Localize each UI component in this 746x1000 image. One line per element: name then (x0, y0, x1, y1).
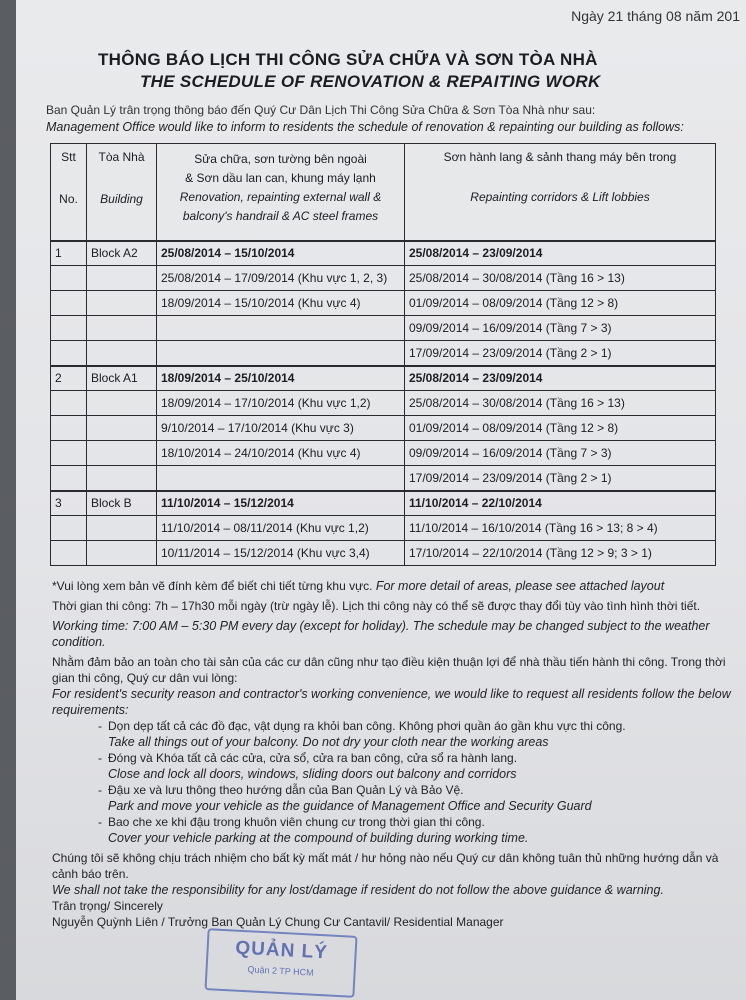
cell-external-schedule: 9/10/2014 – 17/10/2014 (Khu vực 3) (157, 416, 405, 441)
cell-internal-schedule: 17/09/2014 – 23/09/2014 (Tầng 2 > 1) (405, 341, 716, 366)
cell-external-schedule: 18/09/2014 – 15/10/2014 (Khu vực 4) (157, 291, 405, 316)
requirement-item: - Đóng và Khóa tất cả các cửa, cửa sổ, cửa ra ban công, cửa sổ ra hành lang. (98, 751, 518, 765)
table-row (51, 366, 716, 391)
table-row (51, 466, 716, 491)
requirement-en: Park and move your vehicle as the guidance of Management Office and Security Guard (108, 799, 592, 813)
table-row (51, 491, 716, 516)
requirement-vn: Đậu xe và lưu thông theo hướng dẫn của Ban Quản Lý và Bảo Vệ. (108, 783, 464, 797)
cell-building-name (87, 441, 157, 466)
cell-building-name (87, 266, 157, 291)
cell-block-no (51, 391, 87, 416)
cell-internal-schedule: 11/10/2014 – 22/10/2014 (405, 491, 716, 516)
cell-external-schedule: 11/10/2014 – 15/12/2014 (157, 491, 405, 516)
requirement-item (108, 798, 732, 814)
table-row (51, 316, 716, 341)
cell-internal-schedule: 25/08/2014 – 23/09/2014 (405, 366, 716, 391)
cell-internal-schedule: 11/10/2014 – 16/10/2014 (Tầng 16 > 13; 8 > 4) (405, 516, 716, 541)
intro-vietnamese: Ban Quản Lý trân trọng thông báo đến Quý Cư Dân Lịch Thi Công Sửa Chữa & Sơn Tòa Nhà như sau: (46, 103, 596, 117)
header-external-work (157, 144, 405, 241)
cell-building-name (87, 316, 157, 341)
closing-text: Trân trọng/ Sincerely (52, 899, 163, 913)
requirement-en: Close and lock all doors, windows, sliding doors out balcony and corridors (108, 767, 517, 781)
cell-external-schedule: 18/09/2014 – 25/10/2014 (157, 366, 405, 391)
header-building-label: Building (100, 192, 143, 206)
cell-building-name: Block B (87, 491, 157, 516)
cell-external-schedule (157, 466, 405, 491)
cell-block-no (51, 291, 87, 316)
security-intro-en: For resident's security reason and contractor's working convenience, we would like to request all residents follow the below requirements: (52, 687, 731, 717)
header-col3-en1: Renovation, repainting external wall & (179, 190, 382, 204)
header-building (87, 144, 157, 241)
requirement-en: Cover your vehicle parking at the compound of building during working time. (108, 831, 529, 845)
stamp-line-1: QUẢN LÝ (234, 937, 329, 964)
attached-note-en: For more detail of areas, please see attached layout (375, 579, 665, 593)
header-internal-work (405, 144, 716, 241)
requirement-item (108, 766, 732, 782)
requirement-item: - Bao che xe khi đậu trong khuôn viên chung cư trong thời gian thi công. (98, 815, 485, 829)
signature-line: Nguyễn Quỳnh Liên / Trưởng Ban Quản Lý Chung Cư Cantavil/ Residential Manager (52, 915, 504, 929)
cell-internal-schedule: 01/09/2014 – 08/09/2014 (Tầng 12 > 8) (405, 416, 716, 441)
header-col3-en2: balcony's handrail & AC steel frames (182, 209, 379, 223)
header-no-label: No. (59, 192, 78, 206)
liability-en: We shall not take the responsibility for any lost/damage if resident do not follow the above guidance & warning. (52, 883, 664, 897)
cell-block-no (51, 441, 87, 466)
working-time-vn: Thời gian thi công: 7h – 17h30 mỗi ngày (trừ ngày lễ). Lịch thi công này có thể sẽ được thay đổi tùy vào tình hình thời tiết. (52, 599, 701, 613)
table-row (51, 241, 716, 266)
working-time-en: Working time: 7:00 AM – 5:30 PM every day (except for holiday). The schedule may be changed subject to the weather condition. (52, 619, 710, 649)
cell-block-no: 3 (51, 491, 87, 516)
cell-block-no: 2 (51, 366, 87, 391)
cell-block-no (51, 466, 87, 491)
cell-internal-schedule: 17/09/2014 – 23/09/2014 (Tầng 2 > 1) (405, 466, 716, 491)
cell-building-name (87, 341, 157, 366)
cell-internal-schedule: 01/09/2014 – 08/09/2014 (Tầng 12 > 8) (405, 291, 716, 316)
header-no (51, 144, 87, 241)
requirement-vn: Đóng và Khóa tất cả các cửa, cửa sổ, cửa ra ban công, cửa sổ ra hành lang. (108, 751, 518, 765)
requirement-en: Take all things out of your balcony. Do not dry your cloth near the working areas (108, 735, 549, 749)
cell-building-name (87, 416, 157, 441)
header-col3-vn1: Sửa chữa, sơn tường bên ngoài (194, 152, 367, 166)
notice-date: Ngày 21 tháng 08 năm 201 (571, 8, 740, 24)
table-row (51, 441, 716, 466)
cell-internal-schedule: 25/08/2014 – 30/08/2014 (Tầng 16 > 13) (405, 266, 716, 291)
cell-block-no (51, 341, 87, 366)
cell-building-name: Block A1 (87, 366, 157, 391)
cell-internal-schedule: 09/09/2014 – 16/09/2014 (Tầng 7 > 3) (405, 316, 716, 341)
cell-block-no (51, 541, 87, 566)
header-col4-vn: Sơn hành lang & sảnh thang máy bên trong (443, 150, 677, 164)
requirement-item (108, 830, 732, 846)
table-row (51, 291, 716, 316)
attached-note-vn: *Vui lòng xem bản vẽ đính kèm để biết chi tiết từng khu vực. (52, 579, 373, 593)
official-stamp (204, 928, 357, 998)
requirement-item: - Dọn dẹp tất cả các đồ đạc, vật dụng ra khỏi ban công. Không phơi quần áo gần khu vực thi công. (98, 719, 626, 733)
cell-internal-schedule: 09/09/2014 – 16/09/2014 (Tầng 7 > 3) (405, 441, 716, 466)
cell-building-name (87, 291, 157, 316)
header-toa-nha-label: Tòa Nhà (98, 150, 145, 164)
cell-internal-schedule: 25/08/2014 – 23/09/2014 (405, 241, 716, 266)
table-row (51, 516, 716, 541)
stamp-line-2: Quận 2 TP HCM (247, 964, 314, 978)
header-col3-vn2: & Sơn dầu lan can, khung máy lạnh (185, 171, 376, 185)
cell-external-schedule: 25/08/2014 – 15/10/2014 (157, 241, 405, 266)
cell-external-schedule: 25/08/2014 – 17/09/2014 (Khu vực 1, 2, 3) (157, 266, 405, 291)
cell-building-name (87, 541, 157, 566)
cell-block-no (51, 416, 87, 441)
cell-external-schedule: 18/09/2014 – 17/10/2014 (Khu vực 1,2) (157, 391, 405, 416)
cell-external-schedule: 10/11/2014 – 15/12/2014 (Khu vực 3,4) (157, 541, 405, 566)
table-header-row (51, 144, 716, 241)
intro-english: Management Office would like to inform to residents the schedule of renovation & repainting our building as follows: (46, 120, 684, 134)
requirement-vn: Dọn dẹp tất cả các đồ đạc, vật dụng ra khỏi ban công. Không phơi quần áo gần khu vực thi công. (108, 719, 626, 733)
table-row (51, 391, 716, 416)
requirements-list (98, 718, 732, 846)
security-intro-vn: Nhằm đảm bảo an toàn cho tài sản của các cư dân cũng như tạo điều kiện thuận lợi để nhà thầu tiến hành thi công. Trong thời gian thi công, Quý cư dân vui lòng: (52, 655, 726, 685)
table-row (51, 266, 716, 291)
requirement-vn: Bao che xe khi đậu trong khuôn viên chung cư trong thời gian thi công. (108, 815, 485, 829)
cell-internal-schedule: 25/08/2014 – 30/08/2014 (Tầng 16 > 13) (405, 391, 716, 416)
requirement-item: - Đậu xe và lưu thông theo hướng dẫn của Ban Quản Lý và Bảo Vệ. (98, 783, 464, 797)
cell-building-name (87, 516, 157, 541)
liability-vn: Chúng tôi sẽ không chịu trách nhiệm cho bất kỳ mất mát / hư hỏng nào nếu Quý cư dân không tuân thủ những hướng dẫn và cảnh báo trên. (52, 851, 719, 881)
notice-sheet (16, 0, 746, 1000)
cell-building-name (87, 466, 157, 491)
cell-block-no (51, 266, 87, 291)
notes-section (52, 578, 732, 930)
requirement-item (108, 734, 732, 750)
cell-internal-schedule: 17/10/2014 – 22/10/2014 (Tầng 12 > 9; 3 > 1) (405, 541, 716, 566)
cell-external-schedule: 18/10/2014 – 24/10/2014 (Khu vực 4) (157, 441, 405, 466)
header-col4-en: Repainting corridors & Lift lobbies (470, 190, 650, 204)
table-row (51, 416, 716, 441)
cell-external-schedule: 11/10/2014 – 08/11/2014 (Khu vực 1,2) (157, 516, 405, 541)
table-row (51, 541, 716, 566)
cell-building-name (87, 391, 157, 416)
cell-external-schedule (157, 316, 405, 341)
cell-block-no: 1 (51, 241, 87, 266)
cell-external-schedule (157, 341, 405, 366)
schedule-table (50, 143, 716, 566)
title-vietnamese: THÔNG BÁO LỊCH THI CÔNG SỬA CHỮA VÀ SƠN TÒA NHÀ (98, 50, 598, 69)
cell-block-no (51, 516, 87, 541)
cell-building-name: Block A2 (87, 241, 157, 266)
table-row (51, 341, 716, 366)
cell-block-no (51, 316, 87, 341)
title-english: THE SCHEDULE OF RENOVATION & REPAITING WORK (140, 72, 601, 91)
header-stt-label: Stt (61, 150, 76, 164)
